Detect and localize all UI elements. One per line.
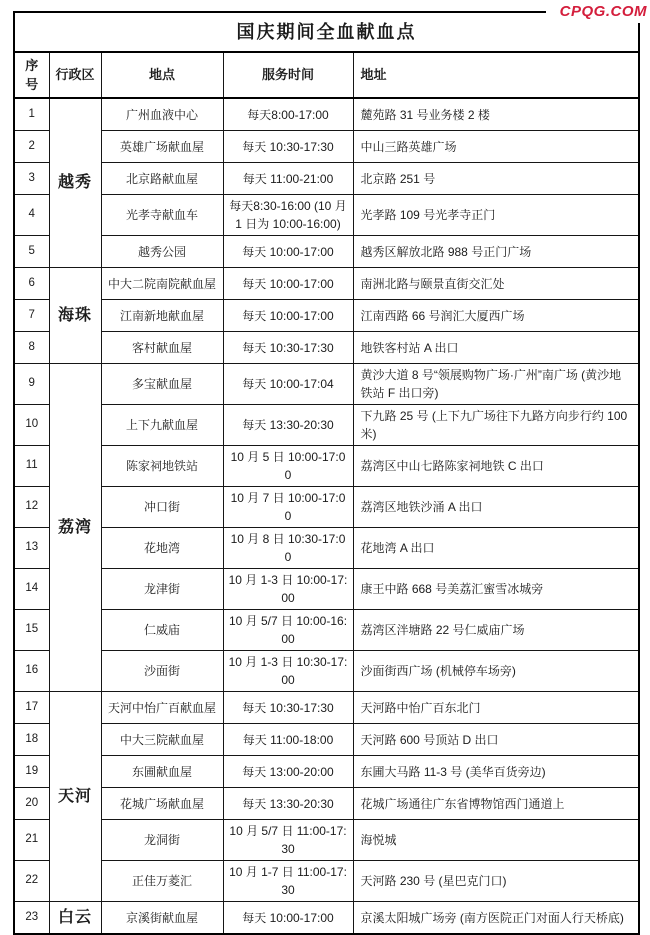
address-cell: 光孝路 109 号光孝寺正门: [353, 195, 639, 236]
row-number-cell: 19: [14, 756, 49, 788]
table-row: [14, 405, 639, 446]
header-location: 地点: [101, 52, 223, 98]
district-cell: 荔湾: [49, 364, 101, 692]
row-number-cell: 9: [14, 364, 49, 405]
address-cell: 黄沙大道 8 号“领展购物广场·广州”南广场 (黄沙地铁站 F 出口旁): [353, 364, 639, 405]
address-cell: 下九路 25 号 (上下九广场往下九路方向步行约 100 米): [353, 405, 639, 446]
table-row: [14, 300, 639, 332]
address-cell: 天河路 230 号 (星巴克门口): [353, 861, 639, 902]
table-row: [14, 692, 639, 724]
service-time-cell: 10 月 1-3 日 10:30-17:00: [223, 651, 353, 692]
table-row: [14, 651, 639, 692]
address-cell: 荔湾区泮塘路 22 号仁威庙广场: [353, 610, 639, 651]
service-time-cell: 10 月 1-7 日 11:00-17:30: [223, 861, 353, 902]
service-time-cell: 每天 10:00-17:04: [223, 364, 353, 405]
location-cell: 仁威庙: [101, 610, 223, 651]
table-row: [14, 487, 639, 528]
table-row: [14, 131, 639, 163]
row-number-cell: 5: [14, 236, 49, 268]
table-row: [14, 569, 639, 610]
district-cell: 海珠: [49, 268, 101, 364]
row-number-cell: 16: [14, 651, 49, 692]
table-row: [14, 820, 639, 861]
row-number-cell: 14: [14, 569, 49, 610]
service-time-cell: 每天 13:30-20:30: [223, 788, 353, 820]
location-cell: 客村献血屋: [101, 332, 223, 364]
service-time-cell: 每天 10:00-17:00: [223, 902, 353, 935]
donation-table: [13, 11, 640, 935]
location-cell: 中大三院献血屋: [101, 724, 223, 756]
row-number-cell: 21: [14, 820, 49, 861]
location-cell: 花城广场献血屋: [101, 788, 223, 820]
address-cell: 东圃大马路 11-3 号 (美华百货旁边): [353, 756, 639, 788]
location-cell: 正佳万菱汇: [101, 861, 223, 902]
service-time-cell: 每天 10:30-17:30: [223, 692, 353, 724]
district-cell: 越秀: [49, 98, 101, 268]
address-cell: 中山三路英雄广场: [353, 131, 639, 163]
table-row: [14, 446, 639, 487]
address-cell: 荔湾区中山七路陈家祠地铁 C 出口: [353, 446, 639, 487]
table-header-row: [14, 52, 639, 98]
row-number-cell: 10: [14, 405, 49, 446]
row-number-cell: 12: [14, 487, 49, 528]
table-row: [14, 610, 639, 651]
service-time-cell: 每天 10:00-17:00: [223, 236, 353, 268]
service-time-cell: 每天8:00-17:00: [223, 98, 353, 131]
service-time-cell: 每天 11:00-18:00: [223, 724, 353, 756]
address-cell: 南洲北路与颐景直街交汇处: [353, 268, 639, 300]
row-number-cell: 6: [14, 268, 49, 300]
table-row: [14, 364, 639, 405]
location-cell: 沙面街: [101, 651, 223, 692]
row-number-cell: 18: [14, 724, 49, 756]
location-cell: 京溪街献血屋: [101, 902, 223, 935]
header-index: 序号: [14, 52, 49, 98]
location-cell: 广州血液中心: [101, 98, 223, 131]
header-address: 地址: [353, 52, 639, 98]
address-cell: 越秀区解放北路 988 号正门广场: [353, 236, 639, 268]
row-number-cell: 22: [14, 861, 49, 902]
watermark-text: CPQG.COM: [546, 2, 649, 23]
address-cell: 京溪太阳城广场旁 (南方医院正门对面人行天桥底): [353, 902, 639, 935]
address-cell: 花城广场通往广东省博物馆西门通道上: [353, 788, 639, 820]
table-row: [14, 902, 639, 935]
table-row: [14, 163, 639, 195]
location-cell: 中大二院南院献血屋: [101, 268, 223, 300]
service-time-cell: 10 月 1-3 日 10:00-17:00: [223, 569, 353, 610]
address-cell: 康王中路 668 号美荔汇蜜雪冰城旁: [353, 569, 639, 610]
table-row: [14, 756, 639, 788]
address-cell: 天河路 600 号顶站 D 出口: [353, 724, 639, 756]
address-cell: 地铁客村站 A 出口: [353, 332, 639, 364]
service-time-cell: 10 月 5/7 日 11:00-17:30: [223, 820, 353, 861]
location-cell: 陈家祠地铁站: [101, 446, 223, 487]
service-time-cell: 每天 10:00-17:00: [223, 300, 353, 332]
district-cell: 天河: [49, 692, 101, 902]
address-cell: 麓苑路 31 号业务楼 2 楼: [353, 98, 639, 131]
district-cell: 白云: [49, 902, 101, 935]
address-cell: 北京路 251 号: [353, 163, 639, 195]
location-cell: 天河中怡广百献血屋: [101, 692, 223, 724]
location-cell: 冲口街: [101, 487, 223, 528]
location-cell: 光孝寺献血车: [101, 195, 223, 236]
location-cell: 英雄广场献血屋: [101, 131, 223, 163]
location-cell: 龙津街: [101, 569, 223, 610]
header-time: 服务时间: [223, 52, 353, 98]
table-row: [14, 788, 639, 820]
service-time-cell: 10 月 5 日 10:00-17:00: [223, 446, 353, 487]
location-cell: 东圃献血屋: [101, 756, 223, 788]
row-number-cell: 17: [14, 692, 49, 724]
table-row: [14, 268, 639, 300]
location-cell: 龙洞街: [101, 820, 223, 861]
location-cell: 花地湾: [101, 528, 223, 569]
row-number-cell: 11: [14, 446, 49, 487]
row-number-cell: 8: [14, 332, 49, 364]
address-cell: 天河路中怡广百东北门: [353, 692, 639, 724]
row-number-cell: 4: [14, 195, 49, 236]
header-district: 行政区: [49, 52, 101, 98]
address-cell: 海悦城: [353, 820, 639, 861]
location-cell: 越秀公园: [101, 236, 223, 268]
service-time-cell: 每天 13:30-20:30: [223, 405, 353, 446]
service-time-cell: 10 月 5/7 日 10:00-16:00: [223, 610, 353, 651]
location-cell: 江南新地献血屋: [101, 300, 223, 332]
row-number-cell: 13: [14, 528, 49, 569]
location-cell: 北京路献血屋: [101, 163, 223, 195]
service-time-cell: 每天 11:00-21:00: [223, 163, 353, 195]
service-time-cell: 每天 13:00-20:00: [223, 756, 353, 788]
address-cell: 沙面街西广场 (机械停车场旁): [353, 651, 639, 692]
table-row: [14, 528, 639, 569]
service-time-cell: 每天8:30-16:00 (10 月 1 日为 10:00-16:00): [223, 195, 353, 236]
row-number-cell: 23: [14, 902, 49, 935]
table-row: [14, 861, 639, 902]
row-number-cell: 20: [14, 788, 49, 820]
service-time-cell: 10 月 8 日 10:30-17:00: [223, 528, 353, 569]
table-title: 国庆期间全血献血点: [14, 12, 639, 52]
address-cell: 花地湾 A 出口: [353, 528, 639, 569]
table-row: [14, 236, 639, 268]
table-row: [14, 195, 639, 236]
table-row: [14, 332, 639, 364]
location-cell: 上下九献血屋: [101, 405, 223, 446]
location-cell: 多宝献血屋: [101, 364, 223, 405]
address-cell: 荔湾区地铁沙涌 A 出口: [353, 487, 639, 528]
row-number-cell: 15: [14, 610, 49, 651]
row-number-cell: 7: [14, 300, 49, 332]
row-number-cell: 3: [14, 163, 49, 195]
service-time-cell: 每天 10:00-17:00: [223, 268, 353, 300]
service-time-cell: 每天 10:30-17:30: [223, 131, 353, 163]
table-row: [14, 98, 639, 131]
table-row: [14, 724, 639, 756]
service-time-cell: 每天 10:30-17:30: [223, 332, 353, 364]
address-cell: 江南西路 66 号润汇大厦西广场: [353, 300, 639, 332]
row-number-cell: 1: [14, 98, 49, 131]
service-time-cell: 10 月 7 日 10:00-17:00: [223, 487, 353, 528]
row-number-cell: 2: [14, 131, 49, 163]
